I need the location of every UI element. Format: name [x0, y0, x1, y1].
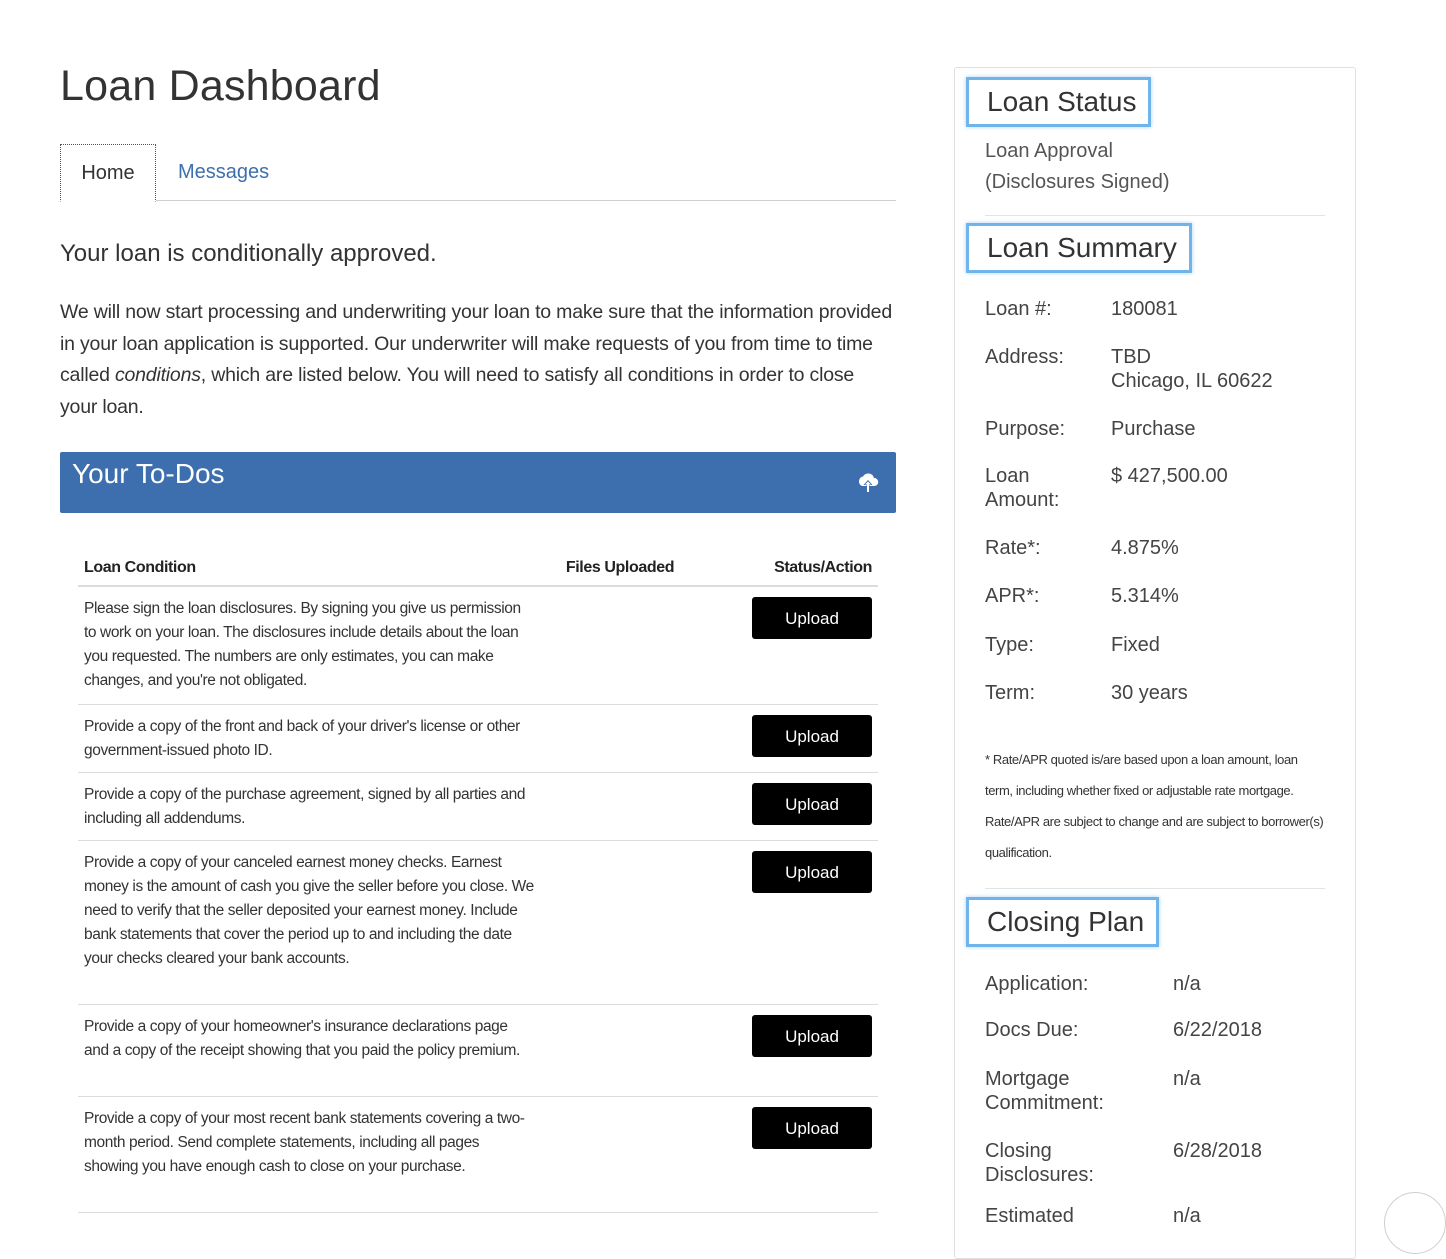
condition-text: Provide a copy of your homeowner's insurance declarations page and a copy of the receipt showing that you paid the policy premium.: [78, 1004, 540, 1096]
table-header-row: [78, 551, 878, 586]
upload-button[interactable]: Upload: [752, 1015, 872, 1057]
apr-label: APR*:: [985, 585, 1040, 607]
closing-disclosures-label-1: Closing: [985, 1140, 1052, 1162]
loan-amount-label-2: Amount:: [985, 489, 1060, 511]
type-value: Fixed: [1111, 634, 1160, 656]
table-row: [78, 704, 878, 772]
application-value: n/a: [1173, 973, 1201, 995]
loan-number-value: 180081: [1111, 298, 1178, 320]
intro-text-part2: , which are listed below. You will need to satisfy all conditions in order to close your loan.: [60, 364, 855, 418]
table-row: [78, 1096, 878, 1212]
todos-header-bar: [60, 452, 896, 513]
intro-emphasis: conditions: [114, 364, 201, 386]
rate-disclaimer: * Rate/APR quoted is/are based upon a loan amount, loan term, including whether fixed or adjustable rate mortgage. Rate/APR are subject to change and are subject to borrower(s) qualification.: [985, 752, 1324, 860]
status-action-cell: [700, 772, 878, 840]
status-action-cell: [700, 704, 878, 772]
loan-amount-value: $ 427,500.00: [1111, 465, 1228, 487]
table-row: [78, 840, 878, 1004]
loan-sidebar: [954, 67, 1356, 1259]
upload-button[interactable]: Upload: [752, 783, 872, 825]
closing-plan-title: Closing Plan: [966, 897, 1159, 947]
approval-heading: Your loan is conditionally approved.: [60, 240, 437, 267]
next-row-cutoff: [985, 1204, 1325, 1227]
todos-title: Your To-Dos: [72, 458, 225, 489]
tab-bar: [60, 144, 896, 201]
section-divider: [985, 888, 1325, 889]
files-uploaded-cell: [540, 840, 700, 1004]
loan-amount-label-1: Loan: [985, 465, 1030, 487]
loan-number-label: Loan #:: [985, 298, 1052, 320]
status-action-cell: [700, 1096, 878, 1212]
condition-text: Provide a copy of your canceled earnest money checks. Earnest money is the amount of cash you give the seller before you close. We need to verify that the seller deposited your earnest money. Include bank statements that cover the period up to and including the date your checks cleared your bank accounts.: [78, 840, 540, 1004]
status-action-cell: [700, 840, 878, 1004]
docs-due-value: 6/22/2018: [1173, 1019, 1262, 1041]
tab-home[interactable]: Home: [60, 144, 156, 202]
purpose-label: Purpose:: [985, 418, 1066, 440]
cloud-upload-icon[interactable]: [856, 471, 880, 495]
todos-table: [78, 551, 878, 1213]
closing-disclosures-label-2: Disclosures:: [985, 1164, 1094, 1186]
rate-value: 4.875%: [1111, 537, 1179, 559]
column-header-files-uploaded: Files Uploaded: [540, 551, 700, 586]
table-row: [78, 772, 878, 840]
next-row-value: n/a: [1173, 1205, 1201, 1227]
upload-button[interactable]: Upload: [752, 851, 872, 893]
files-uploaded-cell: [540, 704, 700, 772]
table-row: [78, 1004, 878, 1096]
column-header-status-action: Status/Action: [700, 551, 878, 586]
column-header-loan-condition: Loan Condition: [78, 551, 540, 586]
loan-status-title: Loan Status: [966, 77, 1151, 127]
upload-button[interactable]: Upload: [752, 715, 872, 757]
term-value: 30 years: [1111, 682, 1188, 704]
intro-paragraph: [60, 297, 896, 423]
condition-text: Provide a copy of the front and back of your driver's license or other government-issued photo ID.: [78, 704, 540, 772]
rate-label: Rate*:: [985, 537, 1041, 559]
files-uploaded-cell: [540, 772, 700, 840]
address-label: Address:: [985, 346, 1064, 368]
section-divider: [985, 215, 1325, 216]
status-action-cell: [700, 586, 878, 704]
condition-text: Provide a copy of your most recent bank statements covering a two-month period. Send complete statements, including all pages showing you have enough cash to close on your purchase.: [78, 1096, 540, 1212]
loan-status-line1: Loan Approval: [985, 140, 1113, 162]
application-label: Application:: [985, 973, 1089, 995]
files-uploaded-cell: [540, 1096, 700, 1212]
next-row-label: Estimated: [985, 1205, 1074, 1227]
condition-text: Please sign the loan disclosures. By signing you give us permission to work on your loan. The disclosures include details about the loan you requested. The numbers are only estimates, you can make changes, and you're not obligated.: [78, 586, 540, 704]
term-label: Term:: [985, 682, 1035, 704]
status-action-cell: [700, 1004, 878, 1096]
intro-text-part1: We will now start processing and underwriting your loan to make sure that the information provided in your loan application is supported. Our underwriter will make requests of you from time to time called: [60, 301, 892, 386]
mortgage-commitment-label-1: Mortgage: [985, 1068, 1070, 1090]
loan-summary-title: Loan Summary: [966, 223, 1192, 273]
upload-button[interactable]: Upload: [752, 597, 872, 639]
table-row: [78, 586, 878, 704]
help-widget-button[interactable]: [1384, 1192, 1446, 1254]
loan-status-line2: (Disclosures Signed): [985, 171, 1170, 193]
address-line2: Chicago, IL 60622: [1111, 370, 1273, 392]
type-label: Type:: [985, 634, 1034, 656]
purpose-value: Purchase: [1111, 418, 1196, 440]
condition-text: Provide a copy of the purchase agreement, signed by all parties and including all addendums.: [78, 772, 540, 840]
tab-messages[interactable]: Messages: [178, 161, 270, 183]
apr-value: 5.314%: [1111, 585, 1179, 607]
page-title: Loan Dashboard: [60, 62, 381, 110]
closing-disclosures-value: 6/28/2018: [1173, 1140, 1262, 1162]
docs-due-label: Docs Due:: [985, 1019, 1079, 1041]
mortgage-commitment-value: n/a: [1173, 1068, 1201, 1090]
address-line1: TBD: [1111, 346, 1151, 368]
files-uploaded-cell: [540, 586, 700, 704]
loan-status-value: [985, 136, 1170, 198]
upload-button[interactable]: Upload: [752, 1107, 872, 1149]
files-uploaded-cell: [540, 1004, 700, 1096]
mortgage-commitment-label-2: Commitment:: [985, 1092, 1104, 1114]
